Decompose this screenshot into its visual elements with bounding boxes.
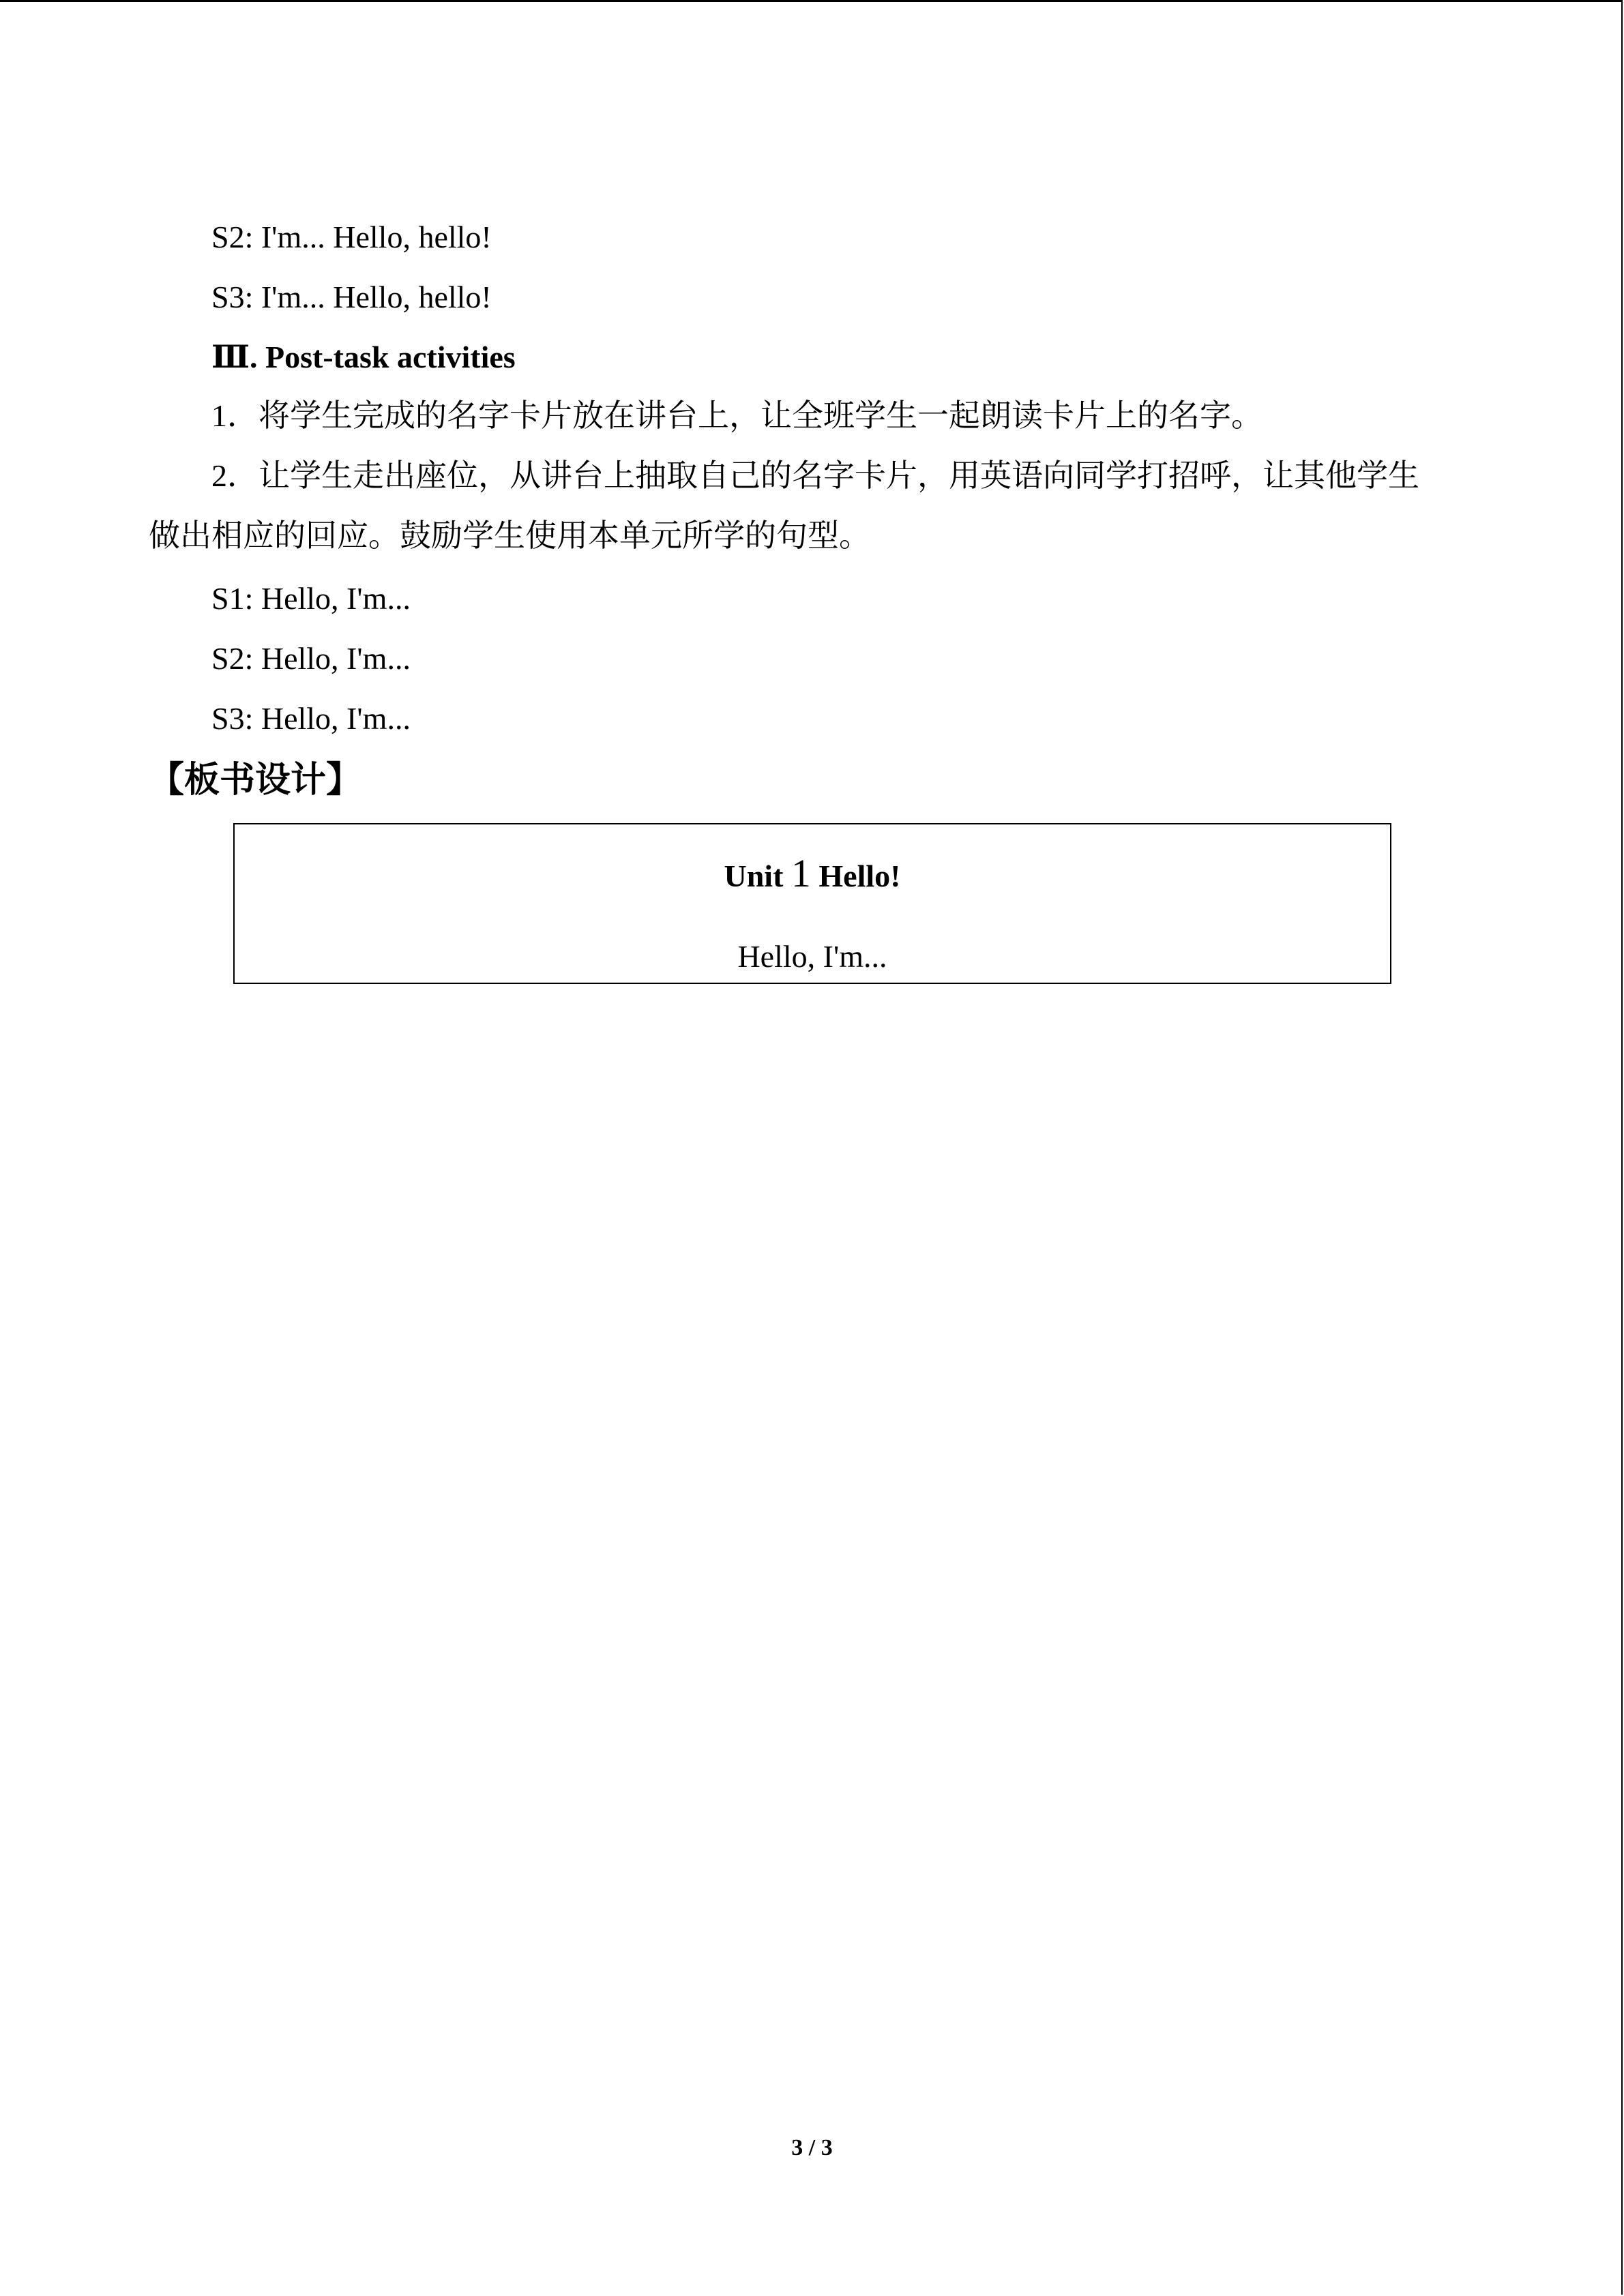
dialogue-line: S2: I'm... Hello, hello! <box>211 220 492 254</box>
dialogue-line: S2: Hello, I'm... <box>211 641 411 676</box>
board-design-heading: 【板书设计】 <box>149 760 362 801</box>
board-title-suffix: Hello! <box>810 859 901 893</box>
step-1-text: 1．将学生完成的名字卡片放在讲台上，让全班学生一起朗读卡片上的名字。 <box>211 398 1263 433</box>
board-title-number: 1 <box>791 851 811 895</box>
step-2-text: 2．让学生走出座位，从讲台上抽取自己的名字卡片，用英语向同学打招呼，让其他学生 <box>211 458 1419 493</box>
board-title <box>235 852 1390 898</box>
dialogue-line: S3: Hello, I'm... <box>211 701 411 736</box>
dialogue-line: S3: I'm... Hello, hello! <box>211 280 492 314</box>
board-design-box <box>233 823 1391 984</box>
step-2-text-continued: 做出相应的回应。鼓励学生使用本单元所学的句型。 <box>149 518 870 553</box>
section-heading-post-task: Ⅲ. Post-task activities <box>211 340 516 374</box>
board-sentence: Hello, I'm... <box>737 939 887 974</box>
board-title-prefix: Unit <box>724 859 791 893</box>
page-number: 3 / 3 <box>791 2135 833 2160</box>
dialogue-line: S1: Hello, I'm... <box>211 581 411 616</box>
